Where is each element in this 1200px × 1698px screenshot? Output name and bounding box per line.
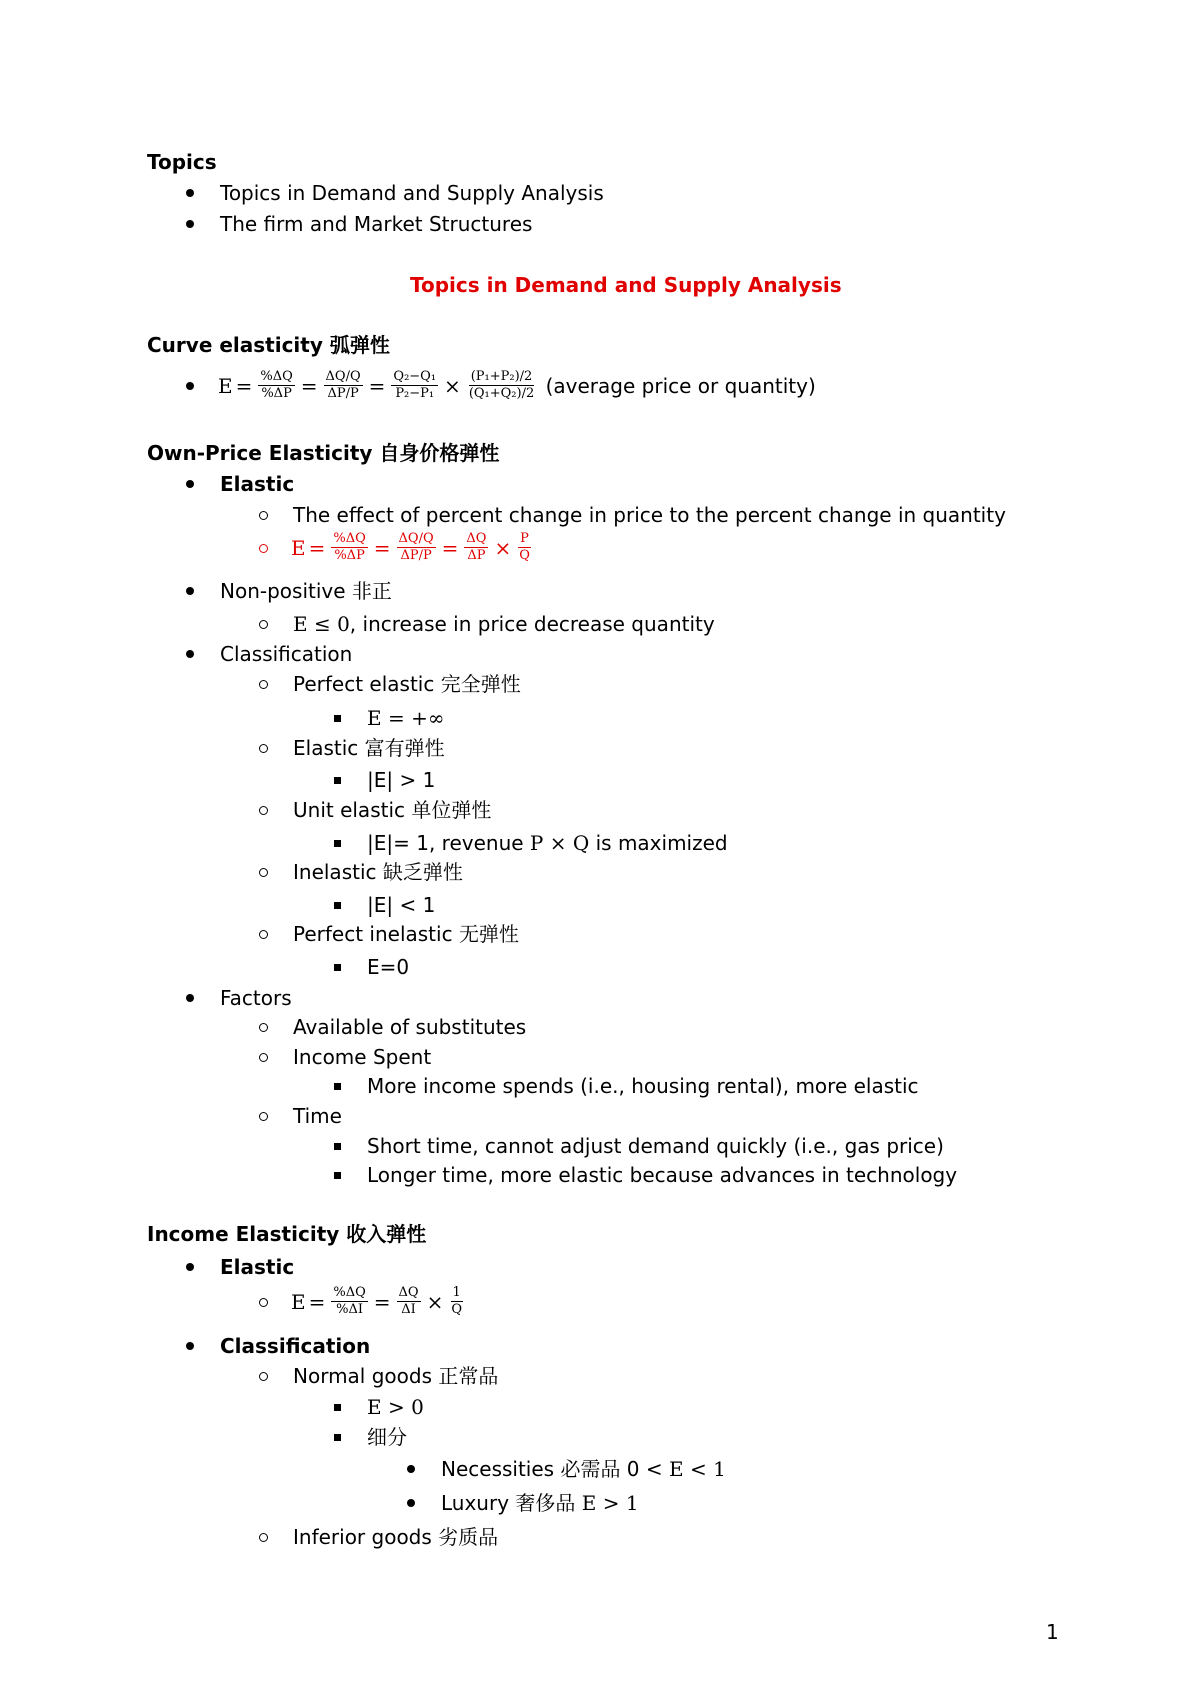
class-detail: |E|= 1, revenue P × Q is maximized	[367, 831, 728, 855]
class-detail: |E| > 1	[367, 768, 436, 792]
bullet-circle	[259, 620, 268, 629]
bullet-dot	[186, 189, 194, 197]
classification-label: Classification	[220, 642, 353, 666]
topic-item: The firm and Market Structures	[220, 212, 533, 236]
luxury-item: Luxury 奢侈品 E > 1	[441, 1491, 639, 1515]
factor-item: Available of substitutes	[293, 1015, 527, 1039]
curve-heading: Curve elasticity 弧弹性	[147, 333, 390, 357]
class-label: Perfect inelastic 无弹性	[293, 922, 519, 946]
normal-goods-label: Normal goods 正常品	[293, 1364, 499, 1388]
section-title: Topics in Demand and Supply Analysis	[410, 273, 842, 297]
bullet-circle	[259, 1112, 268, 1121]
bullet-dot	[186, 382, 194, 390]
income-formula: E = $\frac{\%\Delta Q}{\%\Delta I}$ = $\frac{\Delta Q}{\Delta I}$ × $\frac{1}{Q}$	[291, 1285, 463, 1317]
income-elastic-label: Elastic	[220, 1255, 295, 1279]
bullet-dot	[407, 1465, 415, 1473]
bullet-square	[334, 1404, 341, 1411]
bullet-circle	[259, 1053, 268, 1062]
income-heading: Income Elasticity 收入弹性	[147, 1222, 427, 1246]
bullet-circle	[259, 1023, 268, 1032]
nonpositive-label: Non-positive 非正	[220, 579, 392, 603]
elastic-label: Elastic	[220, 472, 295, 496]
bullet-circle	[259, 1372, 268, 1381]
bullet-square	[334, 1143, 341, 1150]
bullet-dot	[186, 1263, 194, 1271]
bullet-square	[334, 1083, 341, 1090]
bullet-circle	[259, 680, 268, 689]
bullet-dot	[186, 650, 194, 658]
factor-detail: Short time, cannot adjust demand quickly (i.e., gas price)	[367, 1134, 944, 1158]
bullet-square	[334, 715, 341, 722]
bullet-circle	[259, 511, 268, 520]
elastic-desc: The effect of percent change in price to the percent change in quantity	[293, 503, 1006, 527]
bullet-dot	[186, 1342, 194, 1350]
class-label: Unit elastic 单位弹性	[293, 798, 492, 822]
inferior-goods-label: Inferior goods 劣质品	[293, 1525, 499, 1549]
class-detail: E=0	[367, 955, 410, 979]
bullet-square	[334, 777, 341, 784]
own-price-heading: Own-Price Elasticity 自身价格弹性	[147, 441, 500, 465]
bullet-circle	[259, 806, 268, 815]
bullet-circle	[259, 544, 268, 553]
factors-label: Factors	[220, 986, 292, 1010]
bullet-circle	[259, 1533, 268, 1542]
normal-goods-math: E > 0	[367, 1395, 424, 1419]
class-label: Inelastic 缺乏弹性	[293, 860, 463, 884]
subdivide-label: 细分	[367, 1425, 407, 1449]
class-label: Perfect elastic 完全弹性	[293, 672, 521, 696]
bullet-square	[334, 964, 341, 971]
class-detail: E = +∞	[367, 706, 445, 730]
topic-item: Topics in Demand and Supply Analysis	[220, 181, 604, 205]
factor-item: Time	[293, 1104, 342, 1128]
curve-formula: E = $\frac{\%\Delta Q}{\%\Delta P}$ = $\frac{\Delta Q/Q}{\Delta P/P}$ = $\frac{\text{Q₂−Q₁}}{\text{P₂−P₁}}$ × $\frac{\text{(P₁+P₂)/2}}{\text{(Q₁+Q₂)/2}}$ (average price or quantity)	[218, 369, 816, 401]
bullet-square	[334, 1172, 341, 1179]
bullet-circle	[259, 744, 268, 753]
bullet-square	[334, 840, 341, 847]
bullet-dot	[186, 220, 194, 228]
bullet-dot	[186, 480, 194, 488]
formula-note: (average price or quantity)	[545, 374, 816, 398]
page-number: 1	[1046, 1620, 1059, 1644]
nonpositive-text: E ≤ 0, increase in price decrease quantity	[293, 612, 715, 636]
bullet-square	[334, 1434, 341, 1441]
income-classification-label: Classification	[220, 1334, 371, 1358]
bullet-dot	[407, 1499, 415, 1507]
bullet-square	[334, 902, 341, 909]
topics-heading: Topics	[147, 150, 217, 174]
bullet-dot	[186, 587, 194, 595]
bullet-circle	[259, 868, 268, 877]
bullet-circle	[259, 930, 268, 939]
factor-detail: More income spends (i.e., housing rental), more elastic	[367, 1074, 919, 1098]
factor-item: Income Spent	[293, 1045, 432, 1069]
class-detail: |E| < 1	[367, 893, 436, 917]
own-price-formula: E = $\frac{\%\Delta Q}{\%\Delta P}$ = $\frac{\Delta Q/Q}{\Delta P/P}$ = $\frac{\Delta Q}{\Delta P}$ × $\frac{P}{Q}$	[291, 531, 530, 563]
class-label: Elastic 富有弹性	[293, 736, 445, 760]
bullet-circle	[259, 1298, 268, 1307]
necessities-item: Necessities 必需品 0 < E < 1	[441, 1457, 726, 1481]
bullet-dot	[186, 994, 194, 1002]
factor-detail: Longer time, more elastic because advances in technology	[367, 1163, 958, 1187]
